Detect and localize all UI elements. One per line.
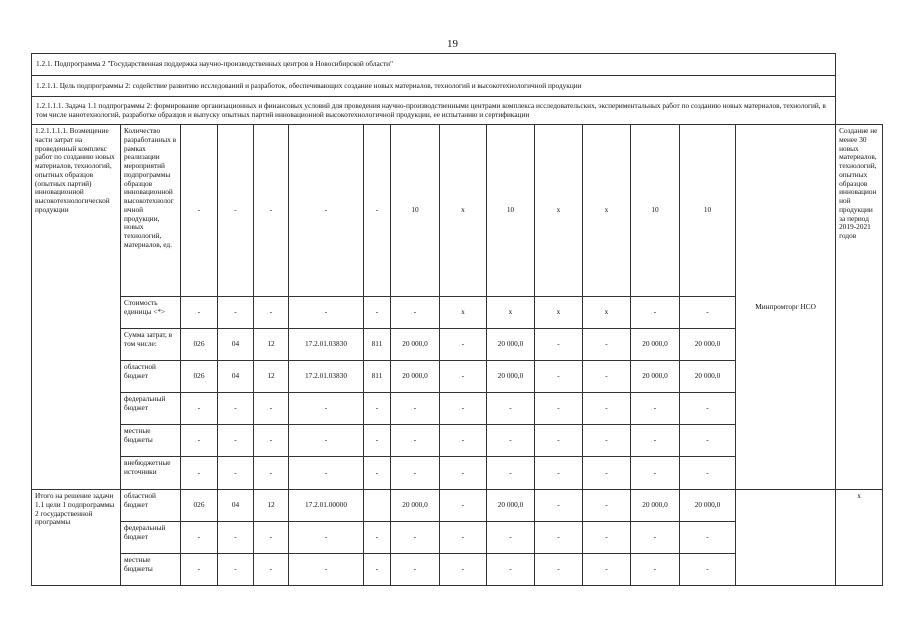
value-cell: - (289, 457, 364, 490)
value-cell: - (391, 554, 440, 586)
value-cell: 026 (181, 361, 218, 393)
value-cell: - (680, 457, 736, 490)
value-cell: - (583, 490, 631, 522)
value-cell: x (535, 297, 583, 329)
value-cell: - (364, 554, 391, 586)
value-cell: 10 (487, 125, 535, 297)
value-cell: - (391, 297, 440, 329)
value-cell: - (631, 297, 680, 329)
value-cell: - (440, 329, 487, 361)
value-cell: x (583, 125, 631, 297)
value-cell: - (440, 425, 487, 457)
indicator-label: Стоимость единицы <*> (121, 297, 181, 329)
value-cell: 12 (254, 329, 289, 361)
task-title: 1.2.1.1.1. Задача 1.1 подпрограммы 2: формирование организационных и финансовых условий для проведения научно-производственными центрами комплекса исследовательских, экспериментальных работ по созданию новых материалов, технологий, в том числе нанотехнологий, разработке образцов и выпуску опытных партий инновационной высокотехнологичной продукции, ее испытанию и сертификации (32, 97, 836, 125)
value-cell: - (487, 522, 535, 554)
executor-cell: Минпромторг НСО (736, 125, 836, 490)
value-cell: - (440, 361, 487, 393)
value-cell: 20 000,0 (391, 361, 440, 393)
value-cell: - (181, 125, 218, 297)
indicator-label: Сумма затрат, в том числе: (121, 329, 181, 361)
total-block (32, 490, 883, 586)
value-cell: - (289, 554, 364, 586)
value-cell: - (254, 457, 289, 490)
value-cell: - (583, 393, 631, 425)
value-cell: 20 000,0 (487, 329, 535, 361)
value-cell: - (583, 522, 631, 554)
value-cell: 026 (181, 329, 218, 361)
value-cell: - (487, 554, 535, 586)
value-cell: - (487, 425, 535, 457)
indicator-label: федеральный бюджет (121, 522, 181, 554)
indicator-label: Количество разработанных в рамках реализации мероприятий подпрограммы образцов инновационной высокотехнологичной продукции, новых технологий, материалов, ед. (121, 125, 181, 297)
value-cell: - (364, 393, 391, 425)
value-cell: 20 000,0 (391, 490, 440, 522)
value-cell: 20 000,0 (487, 361, 535, 393)
value-cell: - (289, 297, 364, 329)
indicator-label: местные бюджеты (121, 425, 181, 457)
value-cell: 20 000,0 (680, 329, 736, 361)
indicator-label: областной бюджет (121, 490, 181, 522)
value-cell: - (218, 425, 254, 457)
value-cell: 026 (181, 490, 218, 522)
indicator-label: федеральный бюджет (121, 393, 181, 425)
value-cell: - (289, 125, 364, 297)
value-cell: - (535, 490, 583, 522)
result-cell: Создание не менее 30 новых материалов, технологий, опытных образцов инновационной продукции за период 2019-2021 годов (836, 125, 883, 490)
value-cell: x (487, 297, 535, 329)
measure-block (32, 125, 883, 490)
value-cell: - (289, 522, 364, 554)
value-cell: - (680, 554, 736, 586)
value-cell: - (364, 125, 391, 297)
value-cell: - (535, 425, 583, 457)
value-cell: 17.2.01.03830 (289, 361, 364, 393)
value-cell: - (254, 393, 289, 425)
value-cell: 10 (680, 125, 736, 297)
page-number: 19 (447, 38, 458, 50)
value-cell: 12 (254, 490, 289, 522)
value-cell: - (440, 554, 487, 586)
value-cell: - (289, 425, 364, 457)
value-cell: - (364, 297, 391, 329)
value-cell: - (254, 554, 289, 586)
value-cell: - (181, 297, 218, 329)
value-cell: - (218, 554, 254, 586)
executor-cell (736, 490, 836, 586)
value-cell: - (440, 457, 487, 490)
value-cell: - (254, 125, 289, 297)
value-cell: - (583, 554, 631, 586)
value-cell: - (218, 297, 254, 329)
goal-row (32, 76, 883, 97)
value-cell: x (583, 297, 631, 329)
value-cell: 20 000,0 (631, 490, 680, 522)
subprogram-title: 1.2.1. Подпрограмма 2 "Государственная поддержка научно-производственных центров в Новосибирской области" (32, 54, 836, 76)
table-row (32, 125, 883, 297)
value-cell: - (254, 425, 289, 457)
value-cell: - (583, 361, 631, 393)
result-cell: x (836, 490, 883, 586)
value-cell: - (440, 393, 487, 425)
value-cell: - (583, 329, 631, 361)
value-cell: - (364, 457, 391, 490)
value-cell: - (680, 522, 736, 554)
value-cell: 20 000,0 (680, 490, 736, 522)
indicator-label: областной бюджет (121, 361, 181, 393)
value-cell: x (440, 125, 487, 297)
value-cell: 20 000,0 (631, 361, 680, 393)
value-cell: - (391, 522, 440, 554)
value-cell: - (487, 457, 535, 490)
value-cell: 10 (631, 125, 680, 297)
value-cell: - (364, 425, 391, 457)
value-cell: - (181, 425, 218, 457)
value-cell: - (289, 393, 364, 425)
measure-name: 1.2.1.1.1.1. Возмещение части затрат на проведенный комплекс работ по созданию новых материалов, технологий, опытных образцов (опытных партий) инновационной высокотехнологической продукции (32, 125, 121, 490)
value-cell: - (680, 425, 736, 457)
subprogram-row (32, 54, 883, 76)
indicator-label: местные бюджеты (121, 554, 181, 586)
value-cell: - (218, 125, 254, 297)
goal-title: 1.2.1.1. Цель подпрограммы 2: содействие развитию исследований и разработок, обеспечивающих создание новых материалов, технологий и высокотехнологичной продукции (32, 76, 836, 97)
value-cell: - (254, 297, 289, 329)
value-cell: - (181, 554, 218, 586)
value-cell: - (218, 393, 254, 425)
program-table (31, 53, 883, 586)
task-row (32, 97, 883, 125)
value-cell: - (583, 425, 631, 457)
value-cell: 04 (218, 361, 254, 393)
value-cell: - (631, 457, 680, 490)
value-cell: x (535, 125, 583, 297)
value-cell: 04 (218, 490, 254, 522)
table-row (32, 490, 883, 522)
value-cell: 17.2.01.03830 (289, 329, 364, 361)
value-cell: - (535, 457, 583, 490)
value-cell: - (487, 393, 535, 425)
value-cell: - (535, 393, 583, 425)
value-cell: - (391, 457, 440, 490)
value-cell: - (181, 457, 218, 490)
value-cell: x (440, 297, 487, 329)
value-cell: 20 000,0 (487, 490, 535, 522)
value-cell: 17.2.01.00000 (289, 490, 364, 522)
value-cell (364, 490, 391, 522)
value-cell: - (631, 554, 680, 586)
value-cell: - (631, 393, 680, 425)
value-cell: - (535, 522, 583, 554)
value-cell: - (364, 522, 391, 554)
total-name: Итого на решение задачи 1.1 цели 1 подпрограммы 2 государственной программы (32, 490, 121, 586)
value-cell: - (535, 329, 583, 361)
value-cell: - (391, 425, 440, 457)
value-cell: 811 (364, 361, 391, 393)
value-cell: 20 000,0 (631, 329, 680, 361)
indicator-label: внебюджетные источники (121, 457, 181, 490)
value-cell: - (680, 393, 736, 425)
value-cell: - (535, 361, 583, 393)
value-cell: 811 (364, 329, 391, 361)
value-cell: 04 (218, 329, 254, 361)
value-cell: - (181, 393, 218, 425)
value-cell: - (535, 554, 583, 586)
value-cell: 20 000,0 (391, 329, 440, 361)
value-cell: - (583, 457, 631, 490)
value-cell: - (254, 522, 289, 554)
value-cell: 12 (254, 361, 289, 393)
value-cell: 20 000,0 (680, 361, 736, 393)
value-cell: - (631, 522, 680, 554)
value-cell: - (181, 522, 218, 554)
value-cell: - (440, 522, 487, 554)
value-cell: - (218, 457, 254, 490)
value-cell: - (391, 393, 440, 425)
value-cell: - (631, 425, 680, 457)
value-cell: - (218, 522, 254, 554)
value-cell: - (440, 490, 487, 522)
value-cell: 10 (391, 125, 440, 297)
value-cell: - (680, 297, 736, 329)
